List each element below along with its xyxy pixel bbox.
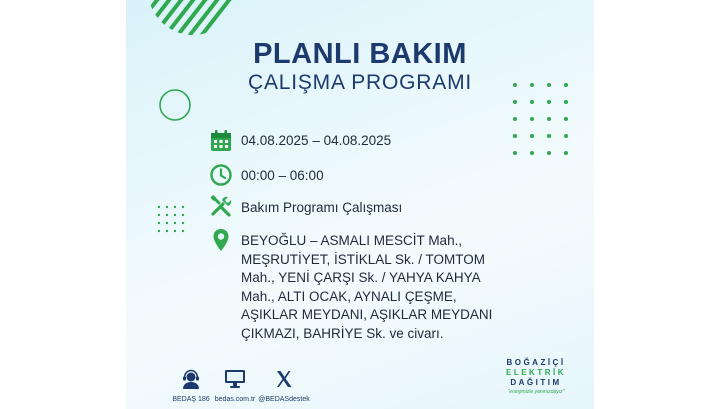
x-logo-icon	[274, 369, 294, 389]
brand-line-3: DAĞITIM	[510, 378, 562, 387]
page-title: PLANLI BAKIM	[253, 38, 467, 70]
announcement-card	[126, 0, 594, 409]
brand-tagline: "enerjimizle yanınızdayız"	[507, 389, 565, 395]
footer-x	[258, 369, 310, 403]
location-pin-icon	[212, 228, 230, 252]
calendar-icon	[210, 130, 232, 152]
tools-icon	[210, 195, 232, 217]
affected-addresses: BEYOĞLU – ASMALI MESCİT Mah., MEŞRUTİYET, İSTİKLAL Sk. / TOMTOM Mah., YENİ ÇARŞI Sk. / YAHYA KAHYA Mah., ALTI OCAK, AYNALI ÇEŞME, AŞIKLAR MEYDANI, AŞIKLAR MEYDANI ÇIKMAZI, BAHRİYE Sk. ve civarı.	[241, 233, 493, 341]
x-label: @BEDASdestek	[258, 396, 310, 403]
work-type: Bakım Programı Çalışması	[241, 200, 403, 215]
decorative-striped-circle	[148, 0, 238, 40]
brand-line-2: ELEKTRİK	[506, 368, 566, 377]
page-subtitle: ÇALIŞMA PROGRAMI	[247, 71, 472, 94]
brand-logo	[496, 358, 576, 395]
phone-label: BEDAŞ 186	[172, 396, 210, 403]
headset-icon	[181, 369, 201, 389]
footer-phone	[168, 369, 214, 403]
web-label: bedas.com.tr	[214, 396, 256, 403]
monitor-icon	[224, 369, 246, 389]
date-range: 04.08.2025 – 04.08.2025	[241, 133, 392, 148]
clock-icon	[210, 164, 232, 186]
brand-line-1: BOĞAZİÇİ	[506, 358, 566, 367]
time-range: 00:00 – 06:00	[241, 168, 324, 183]
decorative-dot-grid-left	[156, 204, 190, 238]
footer-website	[212, 369, 258, 403]
